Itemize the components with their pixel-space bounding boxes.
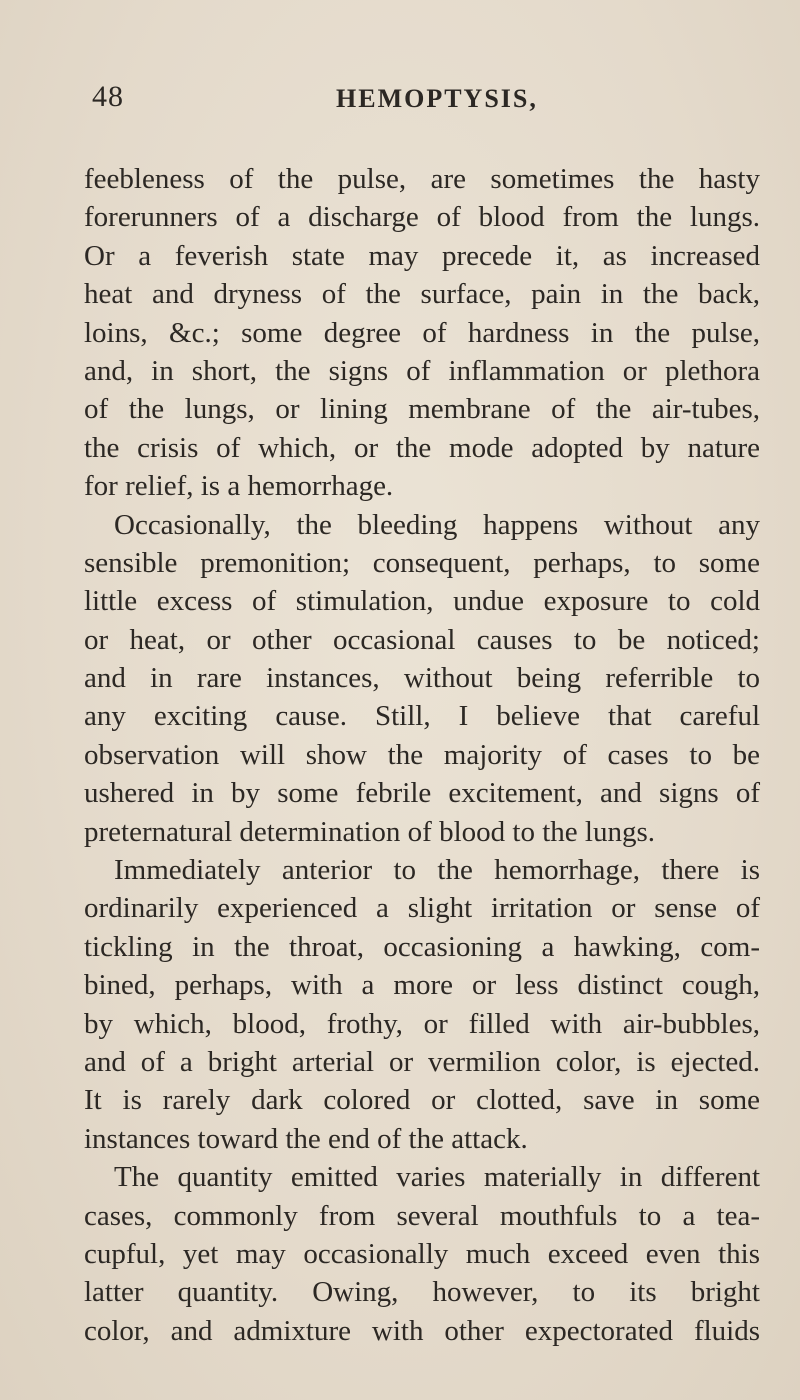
body-text: [84, 160, 760, 1350]
text-line: latter quantity. Owing, however, to its bright: [84, 1276, 760, 1309]
text-line: and, in short, the signs of inflammation or plethora: [84, 354, 760, 387]
text-line: and in rare instances, without being referrible to: [84, 662, 760, 695]
text-line: heat and dryness of the surface, pain in the back,: [84, 278, 760, 311]
text-line: instances toward the end of the attack.: [84, 1122, 528, 1155]
text-line: by which, blood, frothy, or filled with air-bubbles,: [84, 1007, 760, 1040]
text-line: sensible premonition; consequent, perhaps, to some: [84, 546, 760, 579]
text-line: cases, commonly from several mouthfuls to a tea-: [84, 1199, 760, 1232]
text-line: little excess of stimulation, undue exposure to cold: [84, 585, 760, 618]
text-line: any exciting cause. Still, I believe that careful: [84, 700, 760, 733]
text-line: bined, perhaps, with a more or less distinct cough,: [84, 969, 760, 1002]
text-line: of the lungs, or lining membrane of the air-tubes,: [84, 393, 760, 426]
text-line: color, and admixture with other expectorated fluids: [84, 1314, 760, 1347]
text-line: for relief, is a hemorrhage.: [84, 470, 394, 503]
text-line: cupful, yet may occasionally much exceed even this: [84, 1237, 760, 1270]
text-line: Immediately anterior to the hemorrhage, there is: [114, 854, 760, 887]
text-line: Occasionally, the bleeding happens without any: [114, 508, 760, 541]
text-line: tickling in the throat, occasioning a hawking, com-: [84, 930, 760, 963]
text-line: ushered in by some febrile excitement, and signs of: [84, 777, 760, 810]
page-number: 48: [92, 80, 124, 113]
text-line: The quantity emitted varies materially in different: [114, 1161, 760, 1194]
text-line: It is rarely dark colored or clotted, save in some: [84, 1084, 760, 1117]
text-line: loins, &c.; some degree of hardness in the pulse,: [84, 316, 760, 349]
text-line: Or a feverish state may precede it, as increased: [84, 239, 760, 272]
text-line: ordinarily experienced a slight irritation or sense of: [84, 892, 760, 925]
text-line: forerunners of a discharge of blood from the lungs.: [84, 201, 760, 234]
running-head: [0, 80, 800, 120]
text-line: observation will show the majority of cases to be: [84, 738, 760, 771]
text-line: and of a bright arterial or vermilion color, is ejected.: [84, 1045, 760, 1078]
text-line: or heat, or other occasional causes to be noticed;: [84, 623, 760, 656]
text-line: the crisis of which, or the mode adopted by nature: [84, 431, 760, 464]
text-line: preternatural determination of blood to the lungs.: [84, 815, 655, 848]
text-line: feebleness of the pulse, are sometimes the hasty: [84, 163, 760, 195]
running-title: HEMOPTYSIS,: [336, 84, 538, 113]
